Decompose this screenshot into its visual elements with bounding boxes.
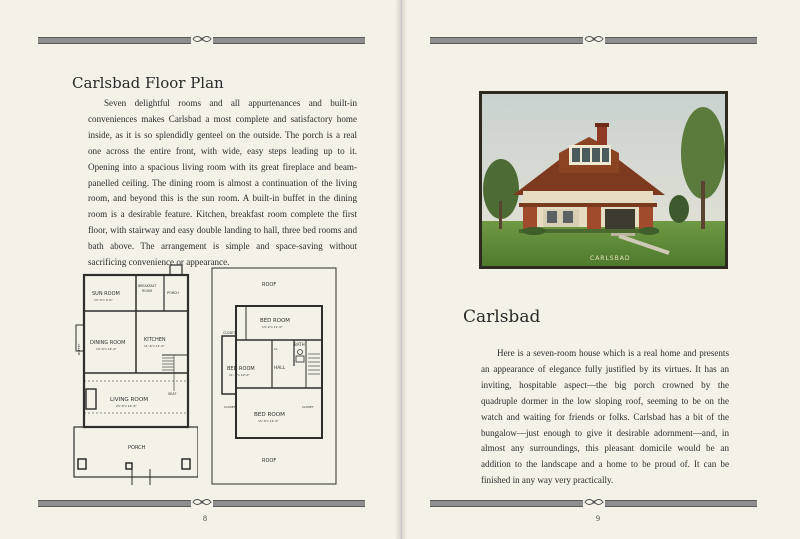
rear-porch-label: PORCH	[167, 291, 179, 295]
sun-room-label: SUN ROOM	[92, 291, 120, 297]
roof-label-bottom: ROOF	[262, 458, 277, 464]
bed-room-2-size: 11'-0"x 10'-0"	[229, 373, 250, 377]
living-room-size: 23'-0"x 14'-6"	[116, 404, 137, 408]
bath-label: BATH	[294, 342, 305, 347]
buffet-label: BUFFET	[77, 343, 81, 355]
breakfast-room-label: ROOM	[142, 289, 152, 293]
kitchen-size: 11'-6"x 11'-0"	[144, 344, 165, 348]
page-number-right: 9	[596, 514, 600, 523]
seat-label: SEAT	[168, 392, 177, 396]
bed-room-1-size: 13'-0"x 11'-0"	[262, 325, 283, 329]
first-floor-plan	[70, 263, 198, 485]
dining-room-label: DINING ROOM	[90, 340, 126, 346]
bed-room-2-label: BED ROOM	[227, 366, 255, 372]
photo-caption: CARLSBAD	[590, 255, 631, 262]
hall-label: HALL	[274, 366, 286, 371]
ornament-icon	[583, 497, 605, 507]
breakfast-label: BREAKFAST	[138, 284, 157, 288]
sun-room-size: 13'-0"x 9'-0"	[94, 298, 113, 302]
roof-label-top: ROOF	[262, 282, 277, 288]
second-floor-plan	[210, 266, 338, 488]
living-room-label: LIVING ROOM	[110, 397, 149, 403]
floor-plan-description: Seven delightful rooms and all appurtenances and built-in conveniences makes Carlsbad a most complete and satisfactory home inside, as it is so splendidly genteel on the outside. The porch is a real one across the entire front, with wide, easy steps leading up to it. Opening into a spacious living room with its great fireplace and beam-panelled ceiling. The dining room is almost a continuation of the living room, and beyond this is the sun room. A built-in buffet in the dining room is a desirable feature. Kitchen, breakfast room complete the first floor, with stairway and easy double landing to hall, three bed rooms and bath above. The arrangement is simple and space-saving without sacrificing convenience or appearance.	[88, 98, 357, 268]
kitchen-label: KITCHEN	[144, 337, 166, 343]
ornament-icon	[583, 34, 605, 44]
ornament-icon	[191, 497, 213, 507]
closet-4-label: CLOSET	[302, 405, 314, 409]
carlsbad-bungalow-illustration	[479, 91, 728, 269]
book-gutter	[395, 0, 407, 539]
ornament-icon	[191, 34, 213, 44]
bed-room-3-label: BED ROOM	[254, 412, 285, 418]
closet-3-label: CLOSET	[224, 405, 236, 409]
front-porch-label: PORCH	[128, 445, 146, 451]
bed-room-1-label: BED ROOM	[260, 318, 290, 324]
closet-2-label: CL	[274, 347, 278, 351]
floor-plan-title: Carlsbad Floor Plan	[72, 74, 224, 92]
dining-room-size: 13'-0"x 14'-0"	[96, 347, 117, 351]
page-number-left: 8	[203, 514, 207, 523]
house-description: Here is a seven-room house which is a real home and presents an appearance of elegance fully justified by its virtues. It has an inviting, hospitable aspect—the big porch crowned by the quadruple dormer in the low sloping roof, seeming to be on the watch and waiting for friends or folks. Carlsbad has a bit of the bungalow—just enough to give it desirable adornment—and, in almost any surroundings, this pleasant domicile would be an addition to the landscape and a home to be proud of. It can be finished in any way very practically.	[481, 348, 729, 486]
bed-room-3-size: 15'-0"x 12'-0"	[258, 419, 279, 423]
closet-1-label: CLOSET	[223, 331, 236, 335]
house-photo	[479, 91, 728, 269]
house-title: Carlsbad	[463, 307, 541, 327]
